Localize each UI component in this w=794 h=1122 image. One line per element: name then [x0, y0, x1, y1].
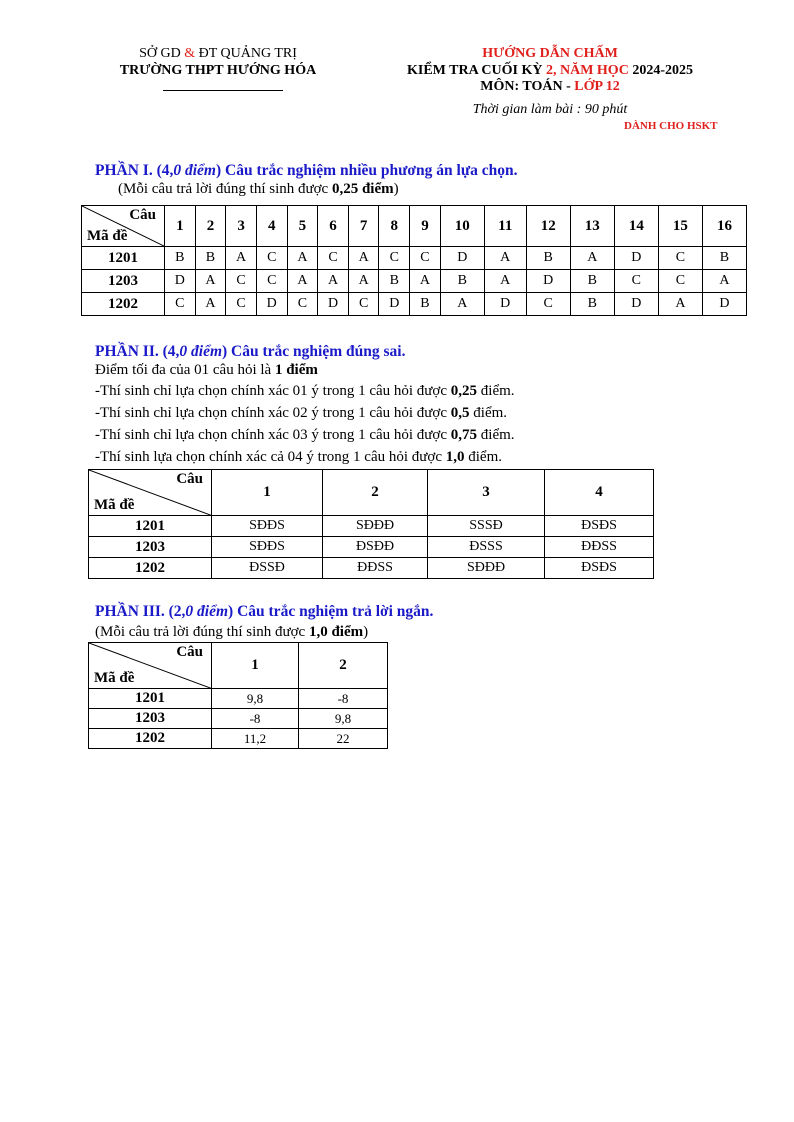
answer-cell: B [440, 270, 484, 293]
answer-cell: C [658, 247, 702, 270]
rule-text: -Thí sinh chỉ lựa chọn chính xác 02 ý trong 1 câu hỏi được [95, 405, 451, 421]
part3-title-a: PHẦN III. (2, [95, 603, 186, 620]
part2-title [95, 343, 405, 361]
answer-cell: C [410, 247, 441, 270]
part3-answer-table [88, 642, 388, 749]
part2-title-c: ) Câu trắc nghiệm đúng sai. [222, 343, 406, 360]
part3-title-b: 0 điểm [185, 603, 229, 620]
department-text-2: ĐT QUẢNG TRỊ [195, 46, 297, 61]
col-header: 9 [410, 206, 441, 247]
answer-cell: C [165, 293, 196, 316]
answer-cell: SĐĐS [212, 516, 323, 537]
rule-unit: điểm. [464, 449, 503, 465]
answer-cell: A [287, 247, 318, 270]
answer-cell: D [318, 293, 349, 316]
exam-code: 1203 [89, 709, 212, 729]
part1-title [95, 162, 518, 180]
header-diagonal-cell [89, 643, 212, 689]
answer-cell: ĐSĐĐ [323, 537, 428, 558]
answer-cell: ĐĐSS [545, 537, 654, 558]
table-row [89, 729, 388, 749]
answer-cell: ĐSSS [428, 537, 545, 558]
answer-cell: B [165, 247, 196, 270]
part1-answer-table [81, 205, 747, 316]
answer-cell: D [379, 293, 410, 316]
answer-cell: C [379, 247, 410, 270]
header-cau: Câu [176, 471, 203, 487]
part2-answer-table [88, 469, 654, 579]
col-header: 7 [348, 206, 379, 247]
exam-name-b: 2, NĂM HỌC [545, 63, 629, 78]
exam-name [380, 63, 720, 79]
part1-title-c: ) Câu trắc nghiệm nhiều phương án lựa chọn. [215, 162, 518, 179]
part2-max-a: Điểm tối đa của 01 câu hỏi là [95, 362, 275, 378]
rule-text: -Thí sinh lựa chọn chính xác cả 04 ý trong 1 câu hỏi được [95, 449, 446, 465]
answer-cell: B [526, 247, 570, 270]
answer-cell: C [226, 293, 257, 316]
table-row [89, 709, 388, 729]
ampersand: & [184, 46, 196, 61]
part2-title-b: 0 điểm [179, 343, 223, 360]
part1-note-c: ) [393, 181, 399, 197]
answer-cell: D [614, 247, 658, 270]
part1-title-b: 0 điểm [173, 162, 216, 179]
answer-cell: D [526, 270, 570, 293]
col-header: 12 [526, 206, 570, 247]
table-header-row [82, 206, 747, 247]
table-row [82, 270, 747, 293]
answer-cell: -8 [299, 689, 388, 709]
part2-max-b: 1 điểm [274, 362, 318, 378]
table-header-row [89, 643, 388, 689]
exam-code: 1201 [89, 689, 212, 709]
subject-a: MÔN: TOÁN - [480, 79, 575, 94]
subject [380, 79, 720, 95]
answer-cell: A [484, 270, 526, 293]
col-header: 1 [212, 470, 323, 516]
header-diagonal-cell [82, 206, 165, 247]
answer-cell: C [226, 270, 257, 293]
rule-unit: điểm. [477, 383, 515, 399]
rule-text: -Thí sinh chỉ lựa chọn chính xác 03 ý trong 1 câu hỏi được [95, 427, 451, 443]
part3-title [95, 603, 433, 621]
answer-cell: A [195, 293, 226, 316]
header-diagonal-cell [89, 470, 212, 516]
exam-code: 1202 [89, 729, 212, 749]
answer-cell: 9,8 [212, 689, 299, 709]
answer-cell: B [702, 247, 746, 270]
part2-rule-1 [95, 383, 515, 400]
answer-cell: SSSĐ [428, 516, 545, 537]
col-header: 16 [702, 206, 746, 247]
answer-cell: A [570, 247, 614, 270]
answer-cell: SĐĐĐ [323, 516, 428, 537]
answer-cell: A [658, 293, 702, 316]
answer-cell: D [440, 247, 484, 270]
answer-cell: B [570, 293, 614, 316]
header-ma-de: Mã đề [94, 670, 135, 686]
answer-cell: 11,2 [212, 729, 299, 749]
col-header: 2 [195, 206, 226, 247]
rule-score: 1,0 [445, 449, 465, 465]
exam-code: 1201 [89, 516, 212, 537]
col-header: 15 [658, 206, 702, 247]
table-row [89, 516, 654, 537]
col-header: 1 [165, 206, 196, 247]
answer-cell: B [570, 270, 614, 293]
header-ma-de: Mã đề [94, 497, 135, 513]
rule-text: -Thí sinh chỉ lựa chọn chính xác 01 ý trong 1 câu hỏi được [95, 383, 451, 399]
school-department [102, 46, 334, 62]
part1-title-a: PHẦN I. (4, [95, 162, 174, 179]
time-allowed: Thời gian làm bài : 90 phút [472, 102, 628, 117]
part3-note-c: ) [363, 624, 369, 640]
answer-cell: B [410, 293, 441, 316]
target-group: DÀNH CHO HSKT [624, 120, 718, 132]
answer-cell: D [165, 270, 196, 293]
answer-cell: A [287, 270, 318, 293]
department-text: SỞ GD [139, 46, 185, 61]
part1-note-a: (Mỗi câu trả lời đúng thí sinh được [118, 181, 332, 197]
answer-cell: ĐSSĐ [212, 558, 323, 579]
header-ma-de: Mã đề [87, 228, 128, 244]
answer-cell: ĐSĐS [545, 558, 654, 579]
col-header: 6 [318, 206, 349, 247]
col-header: 8 [379, 206, 410, 247]
table-header-row [89, 470, 654, 516]
answer-cell: A [702, 270, 746, 293]
answer-cell: C [287, 293, 318, 316]
exam-code: 1203 [89, 537, 212, 558]
answer-cell: A [195, 270, 226, 293]
subject-b: LỚP 12 [574, 79, 620, 94]
answer-cell: D [614, 293, 658, 316]
answer-cell: C [658, 270, 702, 293]
rule-unit: điểm. [469, 405, 508, 421]
answer-cell: C [318, 247, 349, 270]
answer-cell: A [348, 270, 379, 293]
part2-max-score [95, 362, 318, 379]
part2-rule-3 [95, 427, 515, 444]
exam-code: 1202 [89, 558, 212, 579]
rule-score: 0,25 [450, 383, 478, 399]
table-row [89, 537, 654, 558]
answer-cell: 9,8 [299, 709, 388, 729]
table-row [89, 689, 388, 709]
part2-rule-2 [95, 405, 507, 422]
answer-cell: C [348, 293, 379, 316]
col-header: 1 [212, 643, 299, 689]
school-underline [163, 90, 283, 91]
part2-rule-4 [95, 449, 502, 466]
rule-score: 0,5 [450, 405, 470, 421]
answer-cell: B [379, 270, 410, 293]
part1-note-b: 0,25 điểm [331, 181, 394, 197]
school-name: TRƯỜNG THPT HƯỚNG HÓA [119, 63, 317, 78]
col-header: 5 [287, 206, 318, 247]
part3-note [95, 624, 368, 641]
rule-score: 0,75 [450, 427, 478, 443]
answer-cell: ĐĐSS [323, 558, 428, 579]
header-cau: Câu [129, 207, 156, 223]
col-header: 2 [299, 643, 388, 689]
exam-code: 1201 [82, 247, 165, 270]
col-header: 13 [570, 206, 614, 247]
part3-note-a: (Mỗi câu trả lời đúng thí sinh được [95, 624, 309, 640]
answer-cell: 22 [299, 729, 388, 749]
answer-cell: C [256, 270, 287, 293]
answer-cell: -8 [212, 709, 299, 729]
answer-cell: D [256, 293, 287, 316]
answer-cell: C [526, 293, 570, 316]
col-header: 3 [226, 206, 257, 247]
part2-title-a: PHẦN II. (4, [95, 343, 180, 360]
header-cau: Câu [176, 644, 203, 660]
answer-cell: A [348, 247, 379, 270]
col-header: 14 [614, 206, 658, 247]
doc-title: HƯỚNG DẪN CHẤM [482, 46, 618, 61]
col-header: 4 [256, 206, 287, 247]
table-row [82, 293, 747, 316]
answer-cell: A [410, 270, 441, 293]
table-row [89, 558, 654, 579]
answer-cell: A [226, 247, 257, 270]
part1-note [118, 181, 399, 198]
exam-name-c: 2024-2025 [628, 63, 693, 78]
rule-unit: điểm. [477, 427, 515, 443]
answer-cell: D [484, 293, 526, 316]
answer-cell: D [702, 293, 746, 316]
answer-cell: B [195, 247, 226, 270]
col-header: 4 [545, 470, 654, 516]
answer-cell: ĐSĐS [545, 516, 654, 537]
col-header: 11 [484, 206, 526, 247]
part3-title-c: ) Câu trắc nghiệm trả lời ngắn. [228, 603, 434, 620]
answer-cell: C [614, 270, 658, 293]
exam-code: 1202 [82, 293, 165, 316]
part3-note-b: 1,0 điểm [308, 624, 364, 640]
col-header: 3 [428, 470, 545, 516]
exam-code: 1203 [82, 270, 165, 293]
answer-cell: C [256, 247, 287, 270]
col-header: 2 [323, 470, 428, 516]
answer-cell: A [440, 293, 484, 316]
col-header: 10 [440, 206, 484, 247]
answer-cell: SĐĐĐ [428, 558, 545, 579]
table-row [82, 247, 747, 270]
answer-cell: A [484, 247, 526, 270]
exam-name-a: KIỂM TRA CUỐI KỲ [407, 63, 546, 78]
answer-cell: SĐĐS [212, 537, 323, 558]
answer-cell: A [318, 270, 349, 293]
